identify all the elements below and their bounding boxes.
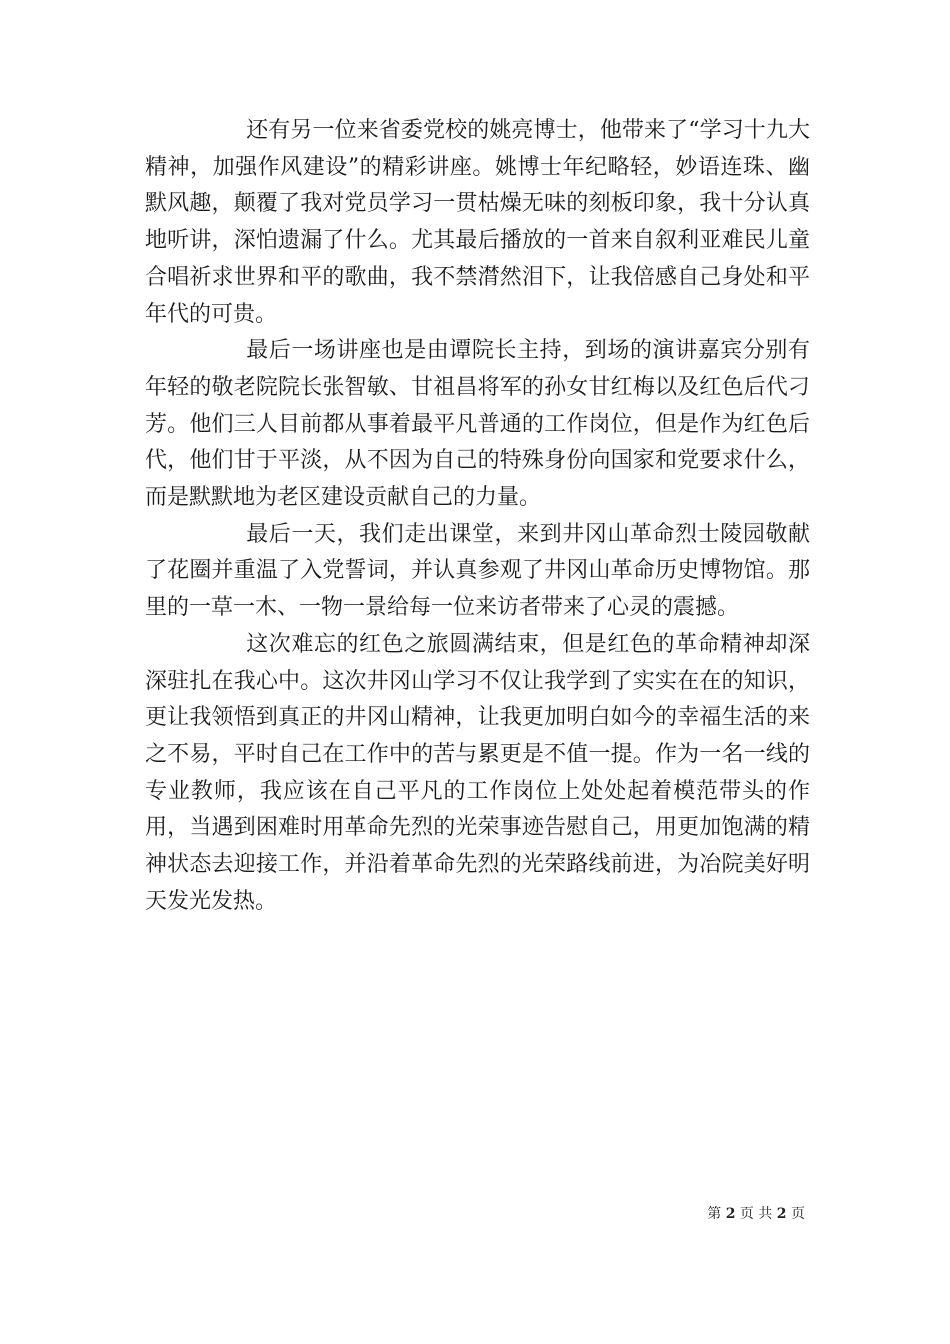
paragraph-3: 最后一天，我们走出课堂，来到井冈山革命烈士陵园敬献了花圈并重温了入党誓词，并认真参观了井冈山革命历史博物馆。那里的一草一木、一物一景给每一位来访者带来了心灵的震撼。 [145, 521, 810, 621]
footer-current-page: 2 [725, 1206, 736, 1222]
paragraph-1: 还有另一位来省委党校的姚亮博士，他带来了“学习十九大精神，加强作风建设”的精彩讲座。姚博士年纪略轻，妙语连珠、幽默风趣，颠覆了我对党员学习一贯枯燥无味的刻板印象，我十分认真地听讲，深怕遗漏了什么。尤其最后播放的一首来自叙利亚难民儿童合唱祈求世界和平的歌曲，我不禁潸然泪下，让我倍感自己身处和平年代的可贵。 [145, 118, 810, 327]
footer-prefix: 第 [707, 1206, 722, 1222]
body-text [145, 113, 810, 920]
page-footer [0, 1205, 805, 1223]
footer-suffix: 页 [791, 1206, 805, 1222]
paragraph-2: 最后一场讲座也是由谭院长主持，到场的演讲嘉宾分别有年轻的敬老院院长张智敏、甘祖昌将军的孙女甘红梅以及红色后代刁芳。他们三人目前都从事着最平凡普通的工作岗位，但是作为红色后代，他们甘于平淡，从不因为自己的特殊身份向国家和党要求什么，而是默默地为老区建设贡献自己的力量。 [145, 338, 810, 511]
paragraph-4: 这次难忘的红色之旅圆满结束，但是红色的革命精神却深深驻扎在我心中。这次井冈山学习不仅让我学到了实实在在的知识，更让我领悟到真正的井冈山精神，让我更加明白如今的幸福生活的来之不易，平时自己在工作中的苦与累更是不值一提。作为一名一线的专业教师，我应该在自己平凡的工作岗位上处处起着模范带头的作用，当遇到困难时用革命先烈的光荣事迹告慰自己，用更加饱满的精神状态去迎接工作，并沿着革命先烈的光荣路线前进，为冶院美好明天发光发热。 [145, 631, 810, 914]
footer-total-pages: 2 [776, 1206, 787, 1222]
footer-middle: 页 共 [739, 1206, 773, 1222]
